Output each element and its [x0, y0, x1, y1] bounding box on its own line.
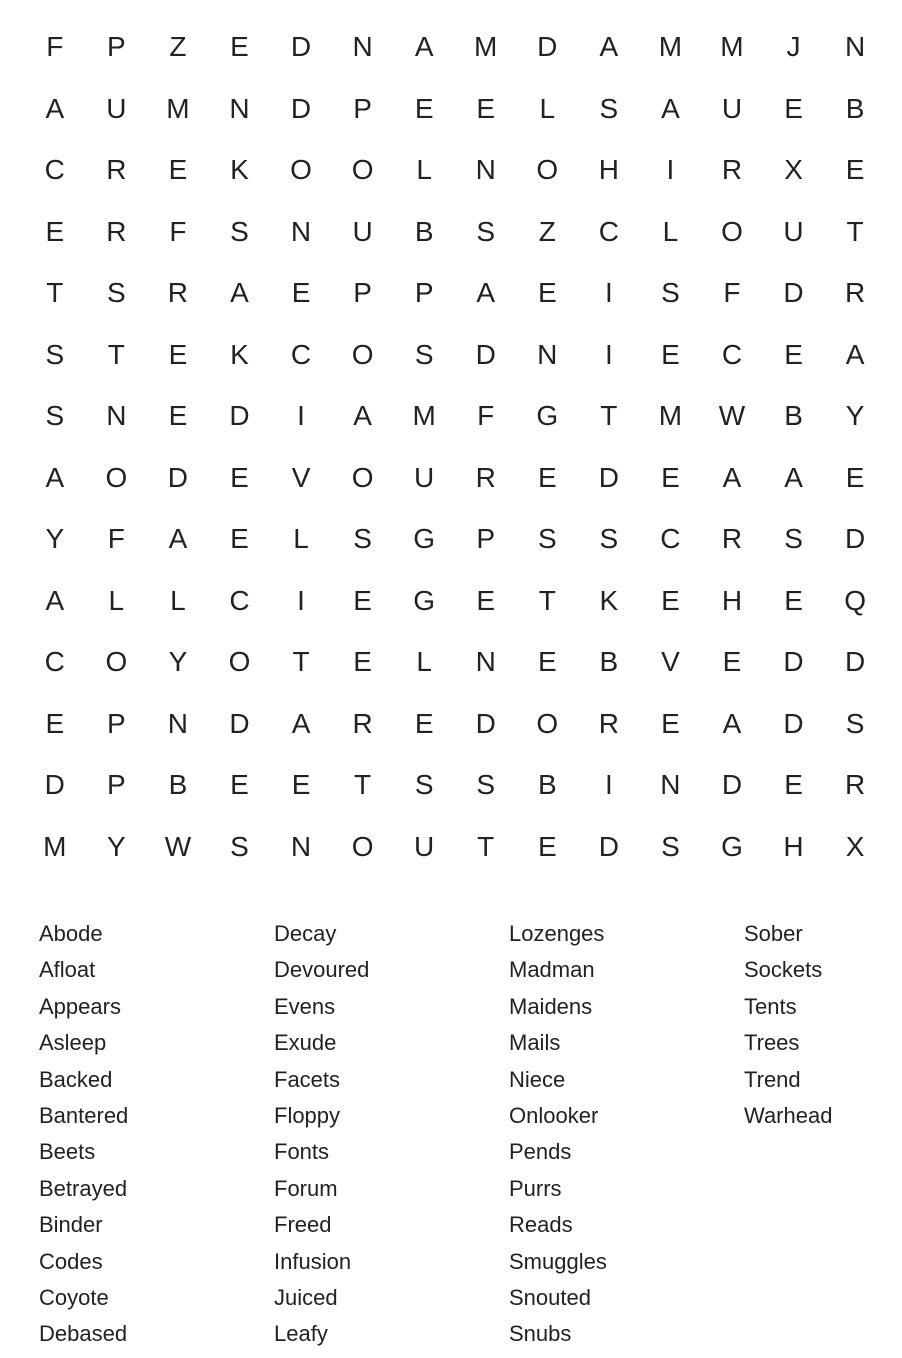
grid-cell[interactable]: M — [658, 31, 683, 62]
grid-cell[interactable]: P — [107, 769, 126, 800]
grid-cell[interactable]: R — [844, 769, 866, 800]
grid-cell[interactable]: E — [537, 646, 557, 677]
grid-cell[interactable]: Y — [168, 646, 188, 677]
word-list-item: Sockets — [744, 957, 823, 983]
grid-cell[interactable]: T — [477, 830, 495, 862]
grid-row — [24, 262, 886, 324]
grid-cell[interactable]: P — [476, 523, 496, 554]
grid-cell[interactable]: E — [722, 646, 742, 677]
grid-cell[interactable]: U — [106, 92, 127, 124]
grid-cell[interactable]: J — [786, 31, 801, 62]
word-list-item: Pends — [509, 1139, 572, 1165]
grid-cell[interactable]: N — [537, 338, 558, 370]
grid-row — [24, 201, 886, 263]
word-list-item: Snubs — [509, 1321, 572, 1347]
grid-cell[interactable]: K — [230, 154, 249, 185]
grid-cell[interactable]: B — [168, 769, 188, 800]
grid-cell[interactable]: G — [413, 523, 436, 554]
grid-row — [24, 570, 886, 632]
grid-cell[interactable]: N — [229, 92, 250, 124]
grid-cell[interactable]: A — [599, 31, 619, 62]
grid-cell[interactable]: G — [536, 400, 559, 431]
grid-row — [24, 139, 886, 201]
grid-row — [24, 754, 886, 816]
grid-cell[interactable]: O — [105, 646, 128, 677]
grid-cell[interactable]: E — [291, 277, 311, 308]
grid-cell[interactable]: A — [476, 277, 496, 308]
word-list-item: Trend — [744, 1066, 801, 1092]
grid-cell[interactable]: S — [230, 215, 249, 247]
word-list-item: Devoured — [274, 957, 370, 983]
grid-cell[interactable]: N — [475, 646, 496, 677]
grid-cell[interactable]: O — [536, 154, 559, 185]
word-list-item: Madman — [509, 957, 595, 983]
grid-cell[interactable]: L — [416, 154, 432, 185]
grid-cell[interactable]: E — [537, 830, 557, 862]
grid-cell[interactable]: G — [413, 584, 436, 616]
grid-cell[interactable]: O — [351, 461, 374, 493]
grid-row — [24, 78, 886, 140]
grid-cell[interactable]: S — [230, 830, 249, 862]
grid-row — [24, 816, 886, 878]
grid-cell[interactable]: B — [845, 92, 865, 124]
grid-cell[interactable]: T — [846, 215, 864, 247]
grid-cell[interactable]: T — [107, 338, 125, 370]
grid-cell[interactable]: A — [722, 707, 742, 739]
word-list-item: Freed — [274, 1212, 332, 1238]
word-list-item: Warhead — [744, 1102, 833, 1128]
grid-cell[interactable]: R — [721, 154, 743, 185]
word-list-item: Forum — [274, 1175, 338, 1201]
grid-cell[interactable]: N — [167, 707, 189, 739]
grid-cell[interactable]: S — [476, 215, 496, 247]
grid-cell[interactable]: P — [414, 277, 434, 308]
word-list-item: Mails — [509, 1030, 561, 1056]
grid-cell[interactable]: R — [844, 277, 866, 308]
grid-cell[interactable]: R — [721, 523, 743, 554]
grid-cell[interactable]: K — [599, 584, 619, 616]
word-list-item: Lozenges — [509, 921, 605, 946]
grid-cell[interactable]: C — [229, 584, 250, 616]
grid-cell[interactable]: D — [229, 707, 250, 739]
grid-cell[interactable]: H — [783, 830, 804, 862]
grid-cell[interactable]: D — [290, 92, 312, 124]
grid-cell[interactable]: E — [784, 769, 803, 800]
word-list-item: Bantered — [39, 1102, 129, 1128]
grid-row — [24, 508, 886, 570]
grid-cell[interactable]: Y — [845, 400, 865, 431]
grid-cell[interactable]: B — [537, 769, 557, 800]
grid-cell[interactable]: I — [604, 338, 613, 370]
grid-cell[interactable]: T — [354, 769, 372, 800]
grid-cell[interactable]: U — [352, 215, 373, 247]
grid-cell[interactable]: E — [168, 154, 188, 185]
grid-cell[interactable]: D — [844, 523, 866, 554]
grid-cell[interactable]: O — [721, 215, 743, 247]
grid-cell[interactable]: Y — [107, 830, 126, 862]
grid-cell[interactable]: E — [353, 584, 372, 616]
grid-cell[interactable]: C — [44, 646, 65, 677]
grid-cell[interactable]: E — [230, 769, 249, 800]
grid-cell[interactable]: N — [106, 400, 127, 431]
grid-row — [24, 324, 886, 386]
word-list-item: Trees — [744, 1030, 800, 1056]
grid-cell[interactable]: D — [783, 707, 804, 739]
grid-cell[interactable]: O — [351, 338, 374, 370]
grid-cell[interactable]: B — [414, 215, 434, 247]
word-list-item: Fonts — [274, 1139, 330, 1165]
grid-cell[interactable]: M — [658, 400, 683, 431]
grid-cell[interactable]: E — [353, 646, 372, 677]
grid-row — [24, 447, 886, 509]
grid-cell[interactable]: O — [105, 461, 128, 493]
grid-cell[interactable]: N — [660, 769, 681, 800]
grid-cell[interactable]: U — [414, 830, 435, 862]
grid-cell[interactable]: R — [352, 707, 373, 739]
grid-cell[interactable]: M — [166, 92, 190, 124]
grid-cell[interactable]: U — [783, 215, 804, 247]
grid-cell[interactable]: R — [106, 154, 127, 185]
grid-cell[interactable]: K — [230, 338, 249, 370]
grid-cell[interactable]: N — [290, 830, 312, 862]
grid-cell[interactable]: P — [107, 707, 126, 739]
word-list-column — [274, 916, 369, 1353]
word-list-item: Evens — [274, 993, 336, 1019]
grid-cell[interactable]: E — [45, 215, 65, 247]
grid-cell[interactable]: A — [414, 31, 434, 62]
grid-cell[interactable]: Z — [169, 31, 187, 62]
grid-cell[interactable]: E — [845, 154, 865, 185]
grid-cell[interactable]: E — [230, 523, 249, 554]
grid-cell[interactable]: E — [476, 92, 496, 124]
grid-cell[interactable]: H — [721, 584, 743, 616]
grid-cell[interactable]: S — [107, 277, 126, 308]
grid-cell[interactable]: V — [291, 461, 311, 493]
grid-cell[interactable]: A — [661, 92, 680, 124]
grid-cell[interactable]: T — [538, 584, 556, 616]
word-list-item: Asleep — [39, 1030, 107, 1056]
grid-cell[interactable]: P — [107, 31, 126, 62]
grid-cell[interactable]: L — [539, 92, 556, 124]
grid-cell[interactable]: B — [784, 400, 803, 431]
grid-cell[interactable]: G — [721, 830, 743, 862]
grid-cell[interactable]: C — [290, 338, 312, 370]
grid-cell[interactable]: S — [414, 338, 434, 370]
word-list-item: Smuggles — [509, 1248, 607, 1274]
grid-cell[interactable]: L — [108, 584, 125, 616]
grid-cell[interactable]: B — [599, 646, 619, 677]
grid-cell[interactable]: E — [45, 707, 65, 739]
word-list-item: Tents — [744, 993, 797, 1019]
grid-cell[interactable]: T — [600, 400, 618, 431]
grid-cell[interactable]: O — [536, 707, 559, 739]
grid-cell[interactable]: D — [475, 338, 496, 370]
grid-cell[interactable]: D — [537, 31, 558, 62]
grid-cell[interactable]: A — [291, 707, 311, 739]
grid-row — [24, 385, 886, 447]
grid-cell[interactable]: E — [414, 707, 434, 739]
grid-cell[interactable]: C — [598, 215, 619, 247]
grid-cell[interactable]: E — [168, 400, 188, 431]
word-list-item: Coyote — [39, 1284, 109, 1310]
grid-cell[interactable]: E — [537, 461, 557, 493]
grid-cell[interactable]: E — [784, 92, 803, 124]
grid-cell[interactable]: O — [351, 154, 374, 185]
grid-cell[interactable]: M — [720, 31, 744, 62]
word-list-item: Afloat — [39, 957, 96, 983]
grid-cell[interactable]: S — [537, 523, 557, 554]
grid-row — [24, 631, 886, 693]
grid-cell[interactable]: S — [476, 769, 496, 800]
grid-cell[interactable]: L — [293, 523, 309, 554]
word-list-item: Appears — [39, 993, 121, 1019]
grid-cell[interactable]: E — [291, 769, 311, 800]
grid-row — [24, 16, 886, 78]
word-list-column — [39, 916, 128, 1353]
word-list-item: Decay — [274, 921, 337, 946]
word-list-item: Juiced — [274, 1284, 338, 1310]
grid-cell[interactable]: N — [844, 31, 866, 62]
grid-cell[interactable]: A — [722, 461, 742, 493]
word-list-item: Onlooker — [509, 1102, 599, 1128]
grid-cell[interactable]: F — [477, 400, 495, 431]
grid-cell[interactable]: A — [45, 461, 65, 493]
grid-cell[interactable]: I — [297, 584, 305, 616]
grid-cell[interactable]: D — [844, 646, 866, 677]
word-list-item: Infusion — [274, 1248, 352, 1274]
grid-cell[interactable]: S — [661, 277, 680, 308]
word-list-item: Debased — [39, 1321, 128, 1347]
grid-cell[interactable]: X — [845, 830, 865, 862]
grid-cell[interactable]: M — [474, 31, 498, 62]
grid-cell[interactable]: D — [783, 646, 804, 677]
grid-cell[interactable]: S — [353, 523, 372, 554]
word-list-item: Binder — [39, 1212, 103, 1238]
word-list-item: Snouted — [509, 1284, 591, 1310]
grid-cell[interactable]: E — [784, 584, 803, 616]
word-list-item: Reads — [509, 1212, 573, 1238]
grid-cell[interactable]: D — [721, 769, 743, 800]
grid-cell[interactable]: S — [784, 523, 803, 554]
grid-cell[interactable]: A — [230, 277, 249, 308]
word-list-item: Niece — [509, 1066, 566, 1092]
grid-cell[interactable]: Z — [538, 215, 556, 247]
grid-cell[interactable]: A — [45, 584, 65, 616]
grid-cell[interactable]: W — [164, 830, 192, 862]
grid-cell[interactable]: D — [229, 400, 250, 431]
grid-cell[interactable]: A — [353, 400, 372, 431]
grid-cell[interactable]: E — [845, 461, 865, 493]
word-list-item: Facets — [274, 1066, 341, 1092]
grid-cell[interactable]: P — [353, 92, 372, 124]
grid-cell[interactable]: V — [661, 646, 680, 677]
grid-cell[interactable]: S — [845, 707, 865, 739]
grid-cell[interactable]: D — [290, 31, 312, 62]
grid-cell[interactable]: D — [167, 461, 189, 493]
grid-cell[interactable]: C — [44, 154, 65, 185]
grid-cell[interactable]: E — [661, 584, 680, 616]
grid-cell[interactable]: U — [414, 461, 435, 493]
grid-cell[interactable]: Y — [45, 523, 65, 554]
grid-cell[interactable]: S — [599, 523, 619, 554]
grid-cell[interactable]: D — [475, 707, 496, 739]
grid-cell[interactable]: P — [353, 277, 372, 308]
grid-cell[interactable]: H — [598, 154, 619, 185]
grid-cell[interactable]: A — [168, 523, 188, 554]
grid-cell[interactable]: R — [106, 215, 127, 247]
grid-cell[interactable]: R — [475, 461, 496, 493]
grid-cell[interactable]: T — [292, 646, 310, 677]
word-list-item: Codes — [39, 1248, 103, 1274]
word-list-column — [509, 916, 607, 1353]
grid-cell[interactable]: I — [666, 154, 675, 185]
grid-cell[interactable]: S — [414, 769, 434, 800]
grid-cell[interactable]: N — [290, 215, 312, 247]
letter-grid — [24, 16, 886, 876]
grid-cell[interactable]: N — [352, 31, 373, 62]
word-list-item: Backed — [39, 1066, 113, 1092]
grid-cell[interactable]: X — [784, 154, 803, 185]
grid-cell[interactable]: E — [230, 31, 249, 62]
grid-cell[interactable]: L — [662, 215, 679, 247]
grid-cell[interactable]: E — [537, 277, 557, 308]
grid-cell[interactable]: L — [170, 584, 186, 616]
grid-cell[interactable]: I — [604, 769, 613, 800]
grid-cell[interactable]: S — [661, 830, 680, 862]
grid-cell[interactable]: U — [721, 92, 743, 124]
grid-cell[interactable]: F — [723, 277, 741, 308]
grid-cell[interactable]: E — [661, 707, 680, 739]
grid-cell[interactable]: E — [476, 584, 496, 616]
grid-cell[interactable]: O — [290, 154, 312, 185]
grid-cell[interactable]: C — [721, 338, 743, 370]
grid-cell[interactable]: S — [45, 338, 65, 370]
grid-cell[interactable]: E — [661, 461, 680, 493]
grid-cell[interactable]: R — [598, 707, 619, 739]
grid-cell[interactable]: E — [661, 338, 680, 370]
grid-cell[interactable]: N — [475, 154, 496, 185]
word-list-item: Floppy — [274, 1102, 341, 1128]
grid-cell[interactable]: O — [351, 830, 374, 862]
grid-cell[interactable]: W — [718, 400, 746, 431]
grid-cell[interactable]: D — [598, 830, 619, 862]
grid-cell[interactable]: C — [660, 523, 681, 554]
grid-cell[interactable]: A — [45, 92, 65, 124]
grid-cell[interactable]: M — [43, 830, 67, 862]
grid-cell[interactable]: T — [46, 277, 64, 308]
grid-cell[interactable]: Q — [844, 584, 866, 616]
word-list-item: Leafy — [274, 1321, 328, 1347]
grid-cell[interactable]: I — [297, 400, 305, 431]
grid-cell[interactable]: E — [230, 461, 249, 493]
grid-cell[interactable]: D — [598, 461, 619, 493]
word-list-item: Exude — [274, 1030, 337, 1056]
grid-cell[interactable]: L — [416, 646, 432, 677]
word-list — [39, 916, 889, 1351]
grid-row — [24, 693, 886, 755]
word-list-item: Maidens — [509, 993, 593, 1019]
grid-cell[interactable]: D — [44, 769, 65, 800]
grid-cell[interactable]: R — [167, 277, 189, 308]
grid-cell[interactable]: F — [169, 215, 187, 247]
grid-cell[interactable]: E — [414, 92, 434, 124]
word-list-item: Betrayed — [39, 1175, 128, 1201]
word-list-item: Abode — [39, 921, 103, 946]
grid-cell[interactable]: M — [412, 400, 436, 431]
grid-cell[interactable]: A — [784, 461, 803, 493]
grid-cell[interactable]: S — [599, 92, 619, 124]
grid-cell[interactable]: F — [46, 31, 64, 62]
word-list-item: Sober — [744, 921, 803, 946]
grid-cell[interactable]: O — [228, 646, 251, 677]
grid-cell[interactable]: E — [784, 338, 803, 370]
word-list-column — [744, 916, 832, 1134]
grid-cell[interactable]: A — [845, 338, 865, 370]
grid-cell[interactable]: S — [45, 400, 65, 431]
word-list-item: Purrs — [509, 1175, 562, 1201]
grid-cell[interactable]: F — [107, 523, 125, 554]
grid-cell[interactable]: D — [783, 277, 804, 308]
grid-cell[interactable]: E — [168, 338, 188, 370]
grid-cell[interactable]: I — [604, 277, 613, 308]
word-list-item: Beets — [39, 1139, 96, 1165]
